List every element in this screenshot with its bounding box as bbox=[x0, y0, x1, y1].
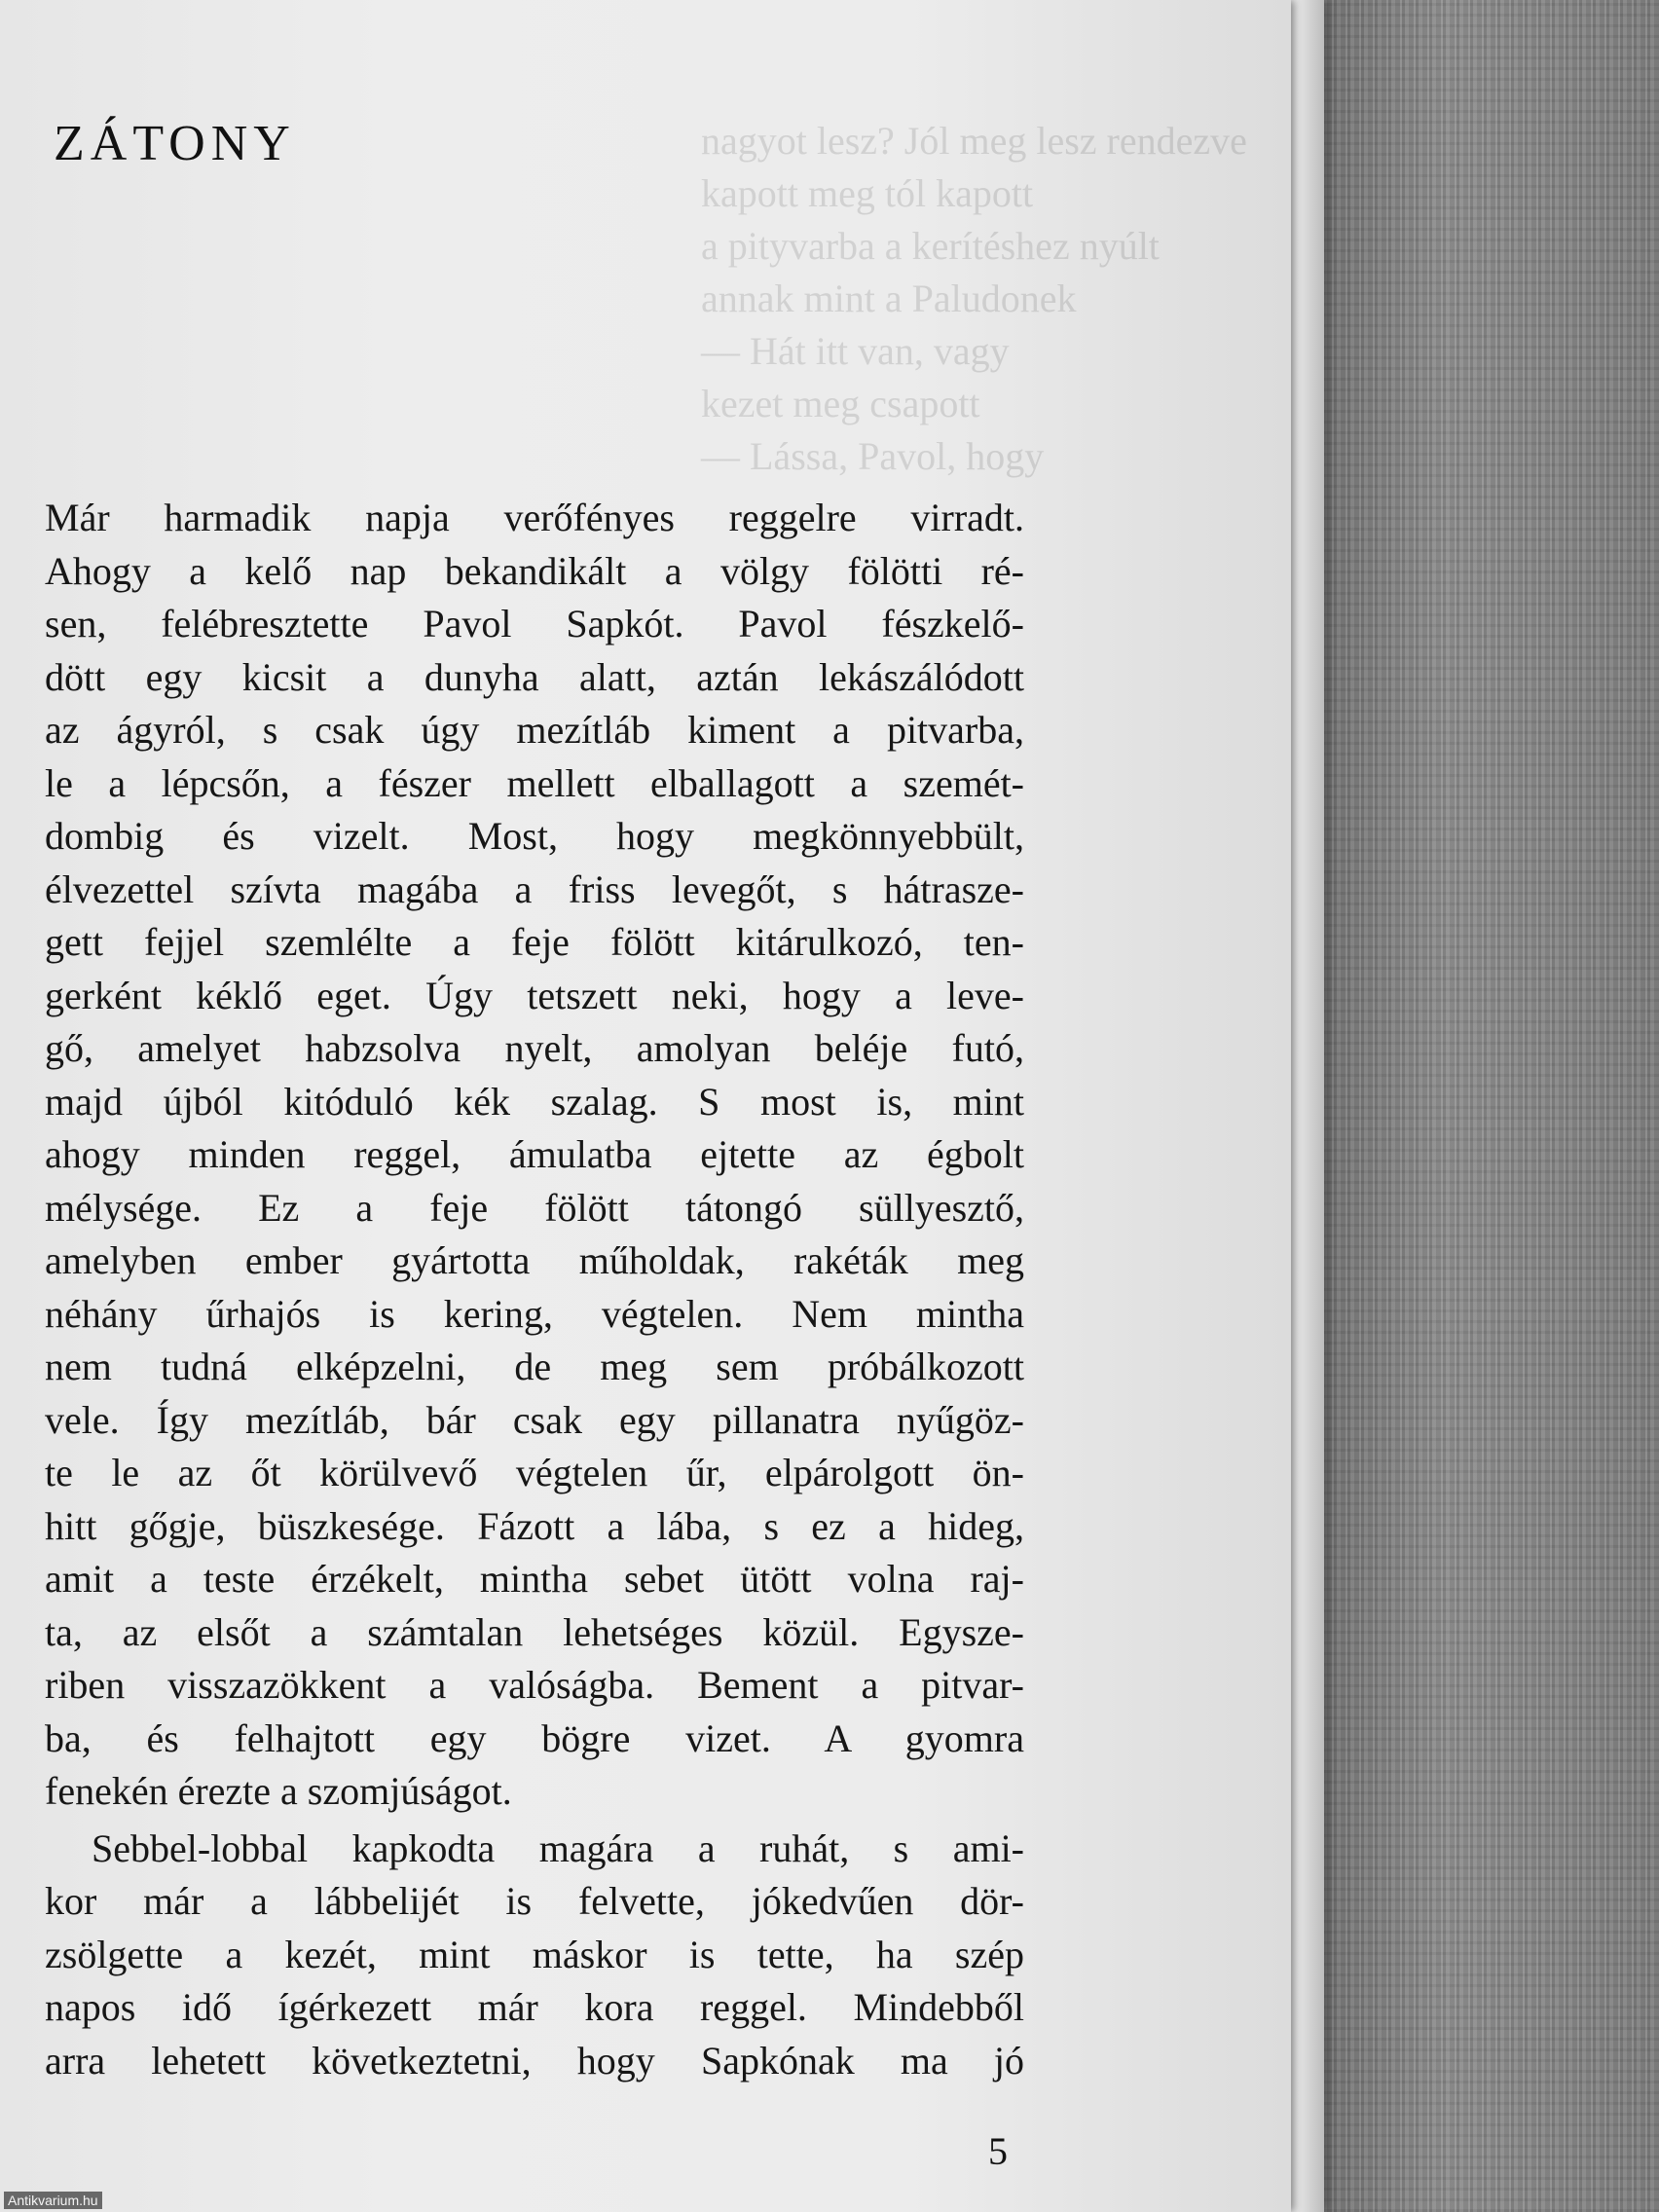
bleed-line: — Lássa, Pavol, hogy bbox=[701, 434, 1045, 478]
bleed-line: annak mint a Paludonek bbox=[701, 276, 1077, 320]
bleed-line: — Hát itt van, vagy bbox=[701, 329, 1010, 373]
text-line: le a lépcsőn, a fészer mellett elballagott a szemét- bbox=[45, 760, 1024, 805]
body-text bbox=[45, 492, 1024, 2087]
bleed-line: nagyot lesz? Jól meg lesz rendezve bbox=[701, 119, 1247, 163]
text-line: napos idő ígérkezett már kora reggel. Mindebből bbox=[45, 1985, 1024, 2029]
text-line: gett fejjel szemlélte a feje fölött kitárulkozó, ten- bbox=[45, 920, 1024, 964]
bleed-line: kapott meg tól kapott bbox=[701, 171, 1034, 215]
text-line: élvezettel szívta magába a friss levegőt, s hátrasze- bbox=[45, 866, 1024, 911]
wood-background bbox=[1305, 0, 1659, 2212]
text-line: gő, amelyet habzsolva nyelt, amolyan beléje futó, bbox=[45, 1026, 1024, 1070]
text-line: Ahogy a kelő nap bekandikált a völgy fölötti ré- bbox=[45, 548, 1024, 593]
text-line: Már harmadik napja verőfényes reggelre virradt. bbox=[45, 496, 1024, 539]
page-number: 5 bbox=[988, 2129, 1008, 2173]
text-line: zsölgette a kezét, mint máskor is tette, ha szép bbox=[45, 1932, 1024, 1976]
chapter-title: ZÁTONY bbox=[54, 116, 296, 171]
text-line: fenekén érezte a szomjúságot. bbox=[45, 1769, 512, 1813]
text-line: ba, és felhajtott egy bögre vizet. A gyomra bbox=[45, 1715, 1024, 1760]
text-line: dombig és vizelt. Most, hogy megkönnyebbült, bbox=[45, 814, 1024, 858]
text-line: néhány űrhajós is kering, végtelen. Nem mintha bbox=[45, 1291, 1024, 1336]
paragraph bbox=[45, 492, 1024, 1819]
text-line: ta, az elsőt a számtalan lehetséges közül. Egysze- bbox=[45, 1609, 1024, 1654]
text-line: mélysége. Ez a feje fölött tátongó süllyesztő, bbox=[45, 1185, 1024, 1230]
text-line: dött egy kicsit a dunyha alatt, aztán lekászálódott bbox=[45, 654, 1024, 699]
text-line: sen, felébresztette Pavol Sapkót. Pavol fészkelő- bbox=[45, 602, 1024, 645]
text-line: te le az őt körülvevő végtelen űr, elpárolgott ön- bbox=[45, 1451, 1024, 1494]
text-line: hitt gőgje, büszkesége. Fázott a lába, s ez a hideg, bbox=[45, 1503, 1024, 1548]
text-line: amit a teste érzékelt, mintha sebet ütött volna raj- bbox=[45, 1557, 1024, 1601]
bleed-line: kezet meg csapott bbox=[701, 382, 980, 425]
text-line: gerként kéklő eget. Úgy tetszett neki, hogy a leve- bbox=[45, 973, 1024, 1017]
text-line: az ágyról, s csak úgy mezítláb kiment a pitvarba, bbox=[45, 708, 1024, 752]
text-line: ahogy minden reggel, ámulatba ejtette az égbolt bbox=[45, 1132, 1024, 1176]
bleed-line: a pityvarba a kerítéshez nyúlt bbox=[701, 224, 1160, 268]
text-line: majd újból kitóduló kék szalag. S most is, mint bbox=[45, 1079, 1024, 1124]
bleed-through-text bbox=[701, 115, 1247, 483]
text-line: Sebbel-lobbal kapkodta magára a ruhát, s ami- bbox=[92, 1825, 1024, 1870]
text-line: riben visszazökkent a valóságba. Bement a pitvar- bbox=[45, 1663, 1024, 1707]
text-line: nem tudná elképzelni, de meg sem próbálkozott bbox=[45, 1345, 1024, 1388]
text-line: amelyben ember gyártotta műholdak, rakéták meg bbox=[45, 1238, 1024, 1282]
text-line: kor már a lábbelijét is felvette, jókedvűen dör- bbox=[45, 1879, 1024, 1923]
watermark: Antikvarium.hu bbox=[4, 2192, 102, 2209]
text-line: arra lehetett következtetni, hogy Sapkónak ma jó bbox=[45, 2038, 1024, 2083]
text-line: vele. Így mezítláb, bár csak egy pillanatra nyűgöz- bbox=[45, 1397, 1024, 1442]
paragraph bbox=[45, 1823, 1024, 2088]
